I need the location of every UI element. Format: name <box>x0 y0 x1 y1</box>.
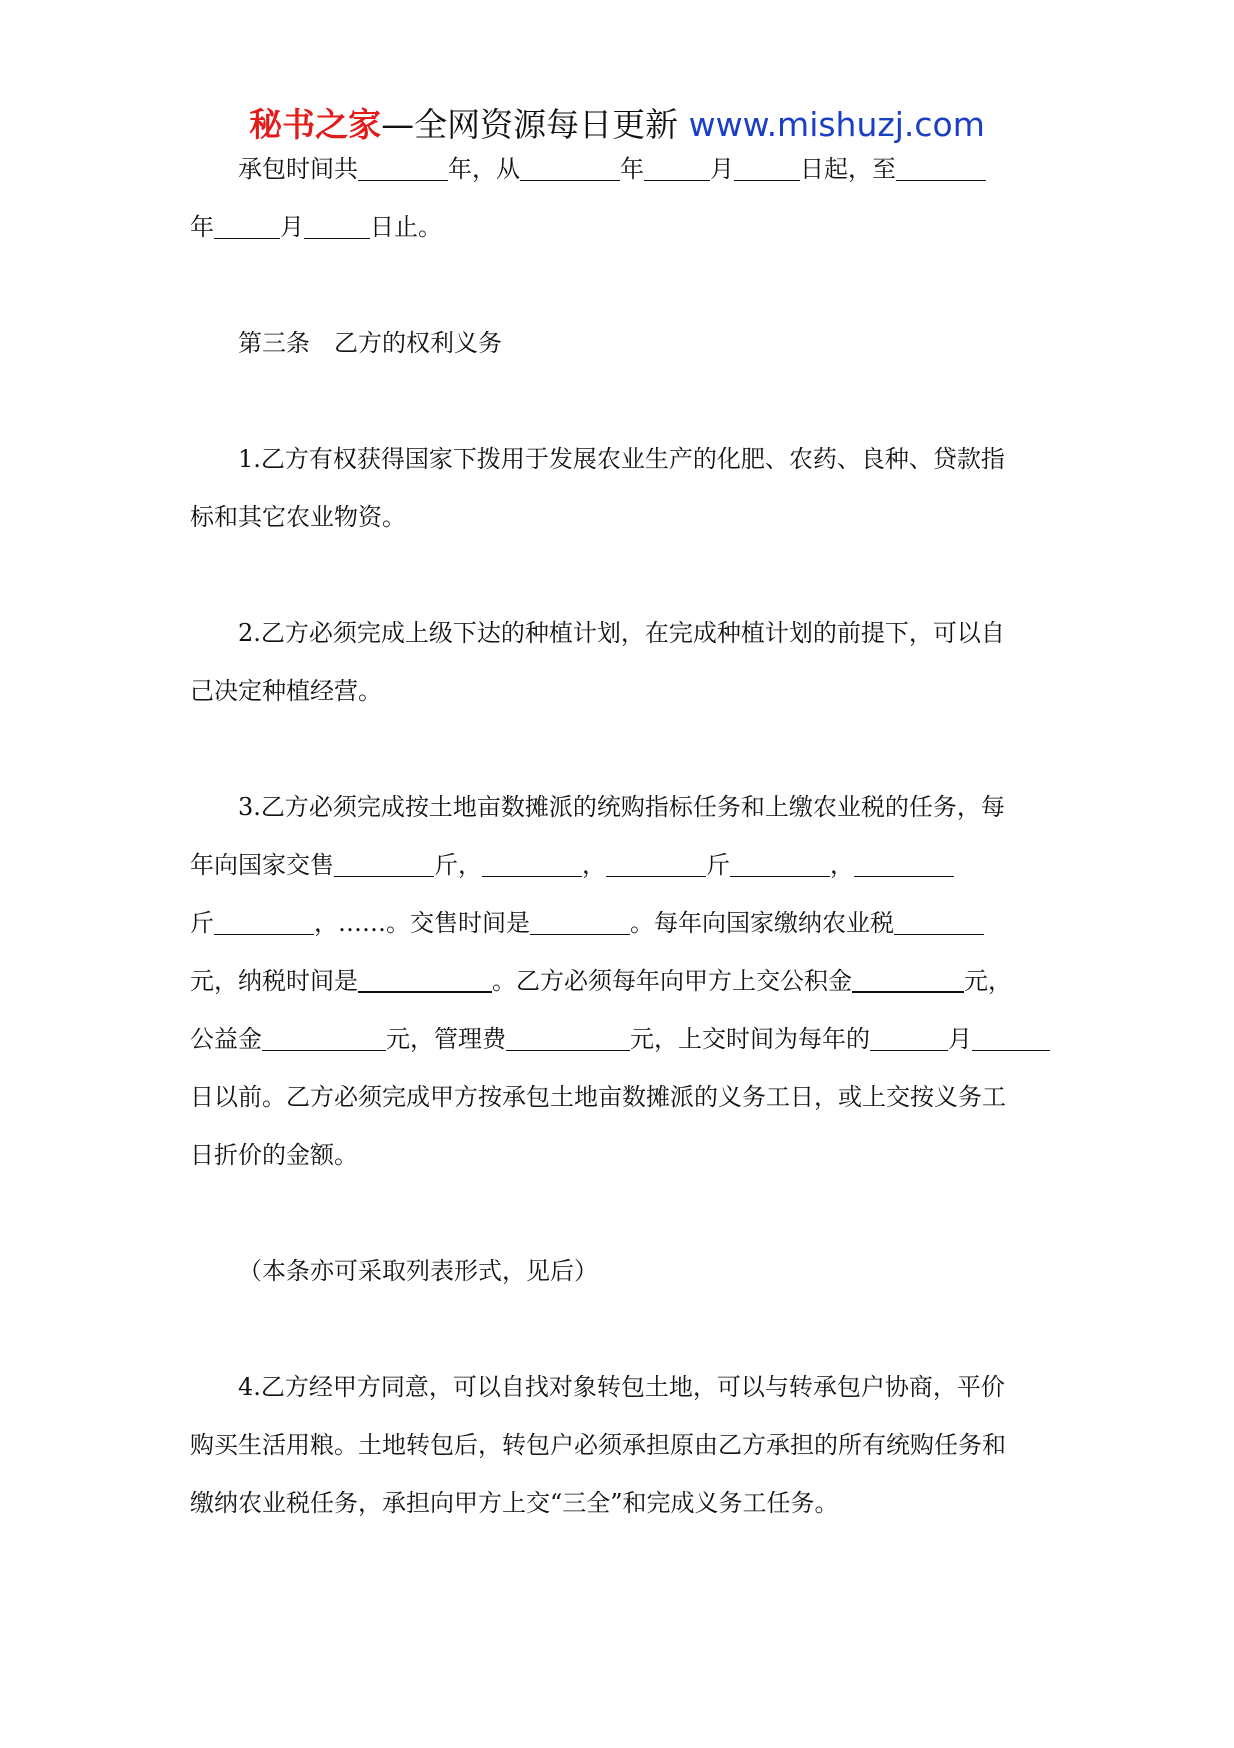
blank-field <box>530 910 630 935</box>
blank-field <box>214 910 314 935</box>
header-tagline: —全网资源每日更新 <box>381 105 679 144</box>
site-url-link[interactable]: www.mishuzj.com <box>688 105 985 144</box>
blank-field <box>606 852 706 877</box>
article-note: （本条亦可采取列表形式，见后） <box>238 1257 598 1285</box>
blank-field <box>334 852 434 877</box>
item-1-line-1: 1.乙方有权获得国家下拨用于发展农业生产的化肥、农药、良种、贷款指 <box>238 445 1005 473</box>
contract-body <box>190 140 1044 1532</box>
item-4-line-3: 缴纳农业税任务，承担向甲方上交“三全”和完成义务工任务。 <box>190 1489 839 1517</box>
blank-field <box>730 852 830 877</box>
item-3-line-2: 年向国家交售 斤， ， 斤 ， <box>190 836 1044 894</box>
blank-field <box>852 967 964 993</box>
item-3-line-1: 3.乙方必须完成按土地亩数摊派的统购指标任务和上缴农业税的任务，每 <box>238 793 1005 821</box>
item-3-line-6: 日以前。乙方必须完成甲方按承包土地亩数摊派的义务工日，或上交按义务工 <box>190 1083 1006 1111</box>
item-3-line-5: 公益金 元，管理费 元，上交时间为每年的 月 <box>190 1010 1044 1068</box>
item-3-line-3: 斤 ，……。交售时间是 。每年向国家缴纳农业税 <box>190 894 1044 952</box>
item-3-line-4: 元，纳税时间是 。乙方必须每年向甲方上交公积金 元， <box>190 967 1012 995</box>
blank-field <box>896 156 986 181</box>
blank-field <box>894 910 984 935</box>
contract-term-line: 承包时间共 年，从 年 月 日起，至 <box>190 140 1044 198</box>
blank-field <box>644 156 710 181</box>
brand-name: 秘书之家 <box>249 105 382 144</box>
blank-field <box>262 1026 386 1051</box>
blank-field <box>358 156 448 181</box>
article-3-title: 第三条 乙方的权利义务 <box>238 329 502 357</box>
blank-field <box>972 1026 1050 1051</box>
item-2-line-2: 己决定种植经营。 <box>190 677 382 705</box>
blank-field <box>304 214 370 239</box>
blank-field <box>520 156 620 181</box>
item-3-line-7: 日折价的金额。 <box>190 1141 358 1169</box>
blank-field <box>854 852 954 877</box>
blank-field <box>214 214 280 239</box>
item-4-line-1: 4.乙方经甲方同意，可以自找对象转包土地，可以与转承包户协商，平价 <box>238 1373 1005 1401</box>
item-1-line-2: 标和其它农业物资。 <box>190 503 406 531</box>
item-4-line-2: 购买生活用粮。土地转包后，转包户必须承担原由乙方承担的所有统购任务和 <box>190 1431 1006 1459</box>
blank-field <box>870 1026 948 1051</box>
blank-field <box>482 852 582 877</box>
blank-field <box>506 1026 630 1051</box>
blank-field <box>358 967 492 993</box>
item-2-line-1: 2.乙方必须完成上级下达的种植计划，在完成种植计划的前提下，可以自 <box>238 619 1005 647</box>
blank-field <box>734 156 800 181</box>
contract-term-line-end: 年 月 日止。 <box>190 213 442 241</box>
